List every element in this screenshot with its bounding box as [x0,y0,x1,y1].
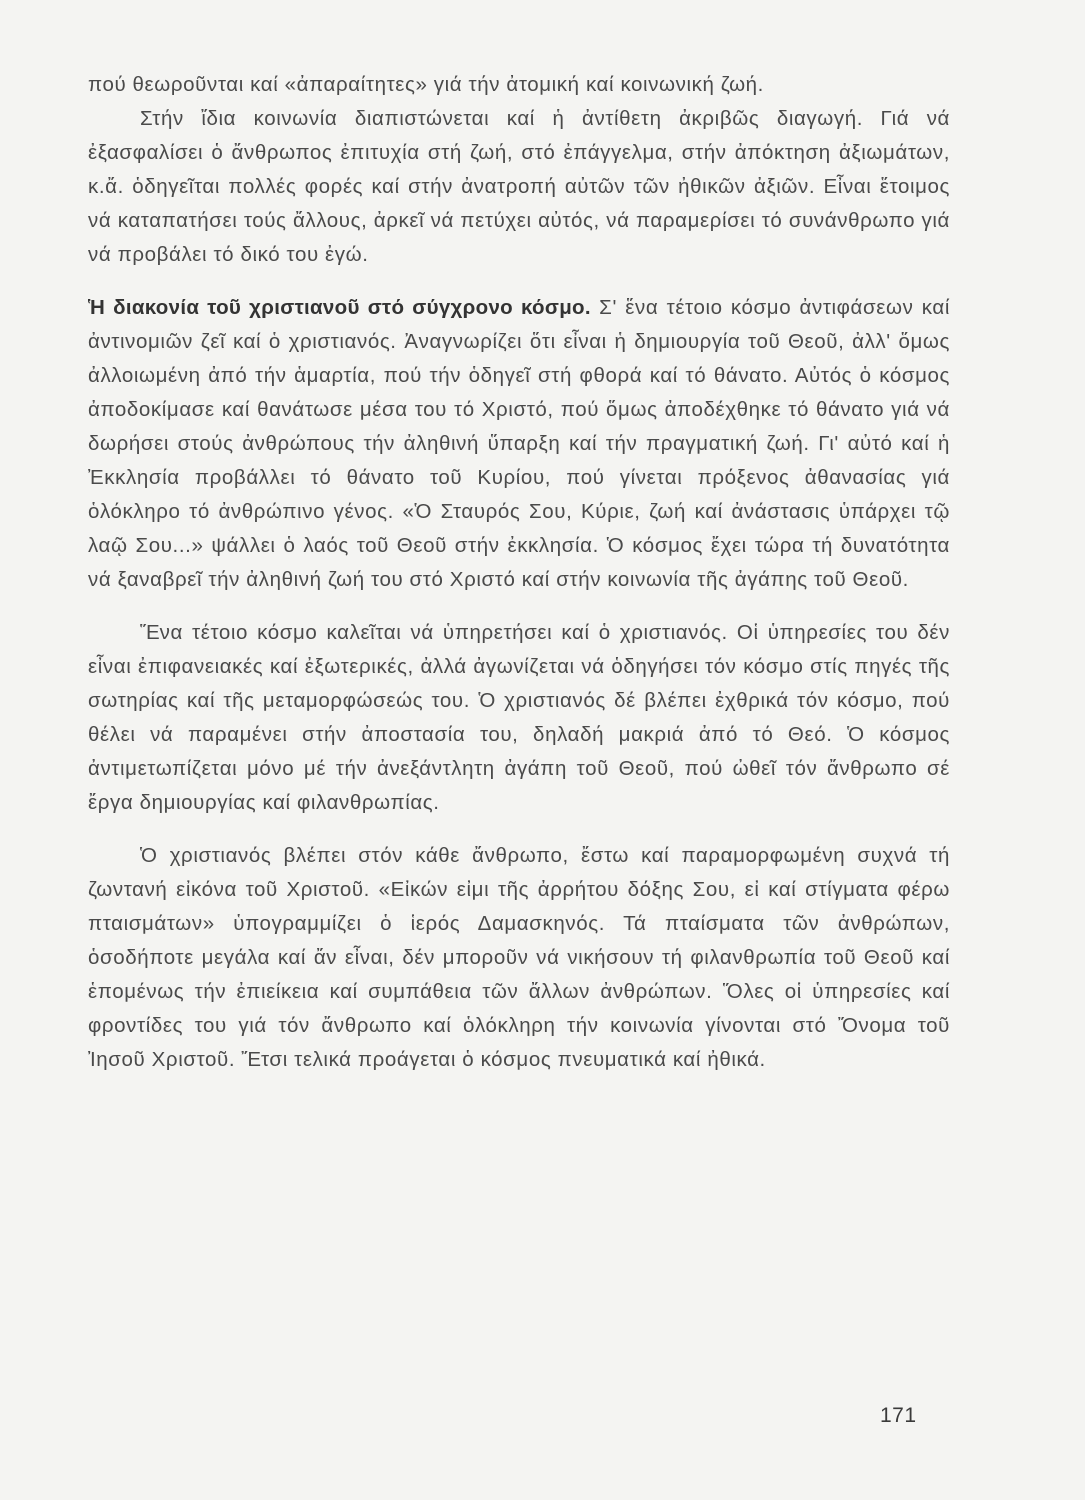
section-paragraph [88,291,950,597]
page-number: 171 [880,1404,917,1427]
paragraph-opposite-conduct: Στήν ἴδια κοινωνία διαπιστώνεται καί ἡ ἀντίθετη ἀκριβῶς διαγωγή. Γιά νά ἐξασφαλίσει ὁ ἄνθρωπος ἐπιτυχία στή ζωή, στό ἐπάγγελμα, στήν ἀπόκτηση ἀξιωμάτων, κ.ἄ. ὁδηγεῖται πολλές φορές καί στήν ἀνατροπή αὐτῶν τῶν ἠθικῶν ἀξιῶν. Εἶναι ἕτοιμος νά καταπατήσει τούς ἄλλους, ἀρκεῖ νά πετύχει αὐτός, νά παραμερίσει τό συνάνθρωπο γιά νά προβάλει τό δικό του ἐγώ. [88,107,950,266]
section-lead-text: Σ' ἕνα τέτοιο κόσμο ἀντιφάσεων καί ἀντινομιῶν ζεῖ καί ὁ χριστιανός. Ἀναγνωρίζει ὅτι εἶναι ἡ δημιουργία τοῦ Θεοῦ, ἀλλ' ὅμως ἀλλοιωμένη ἀπό τήν ἁμαρτία, πού τήν ὁδηγεῖ στή φθορά καί τό θάνατο. Αὐτός ὁ κόσμος ἀποδοκίμασε καί θανάτωσε μέσα του τό Χριστό, πού ὅμως ἀποδέχθηκε τό θάνατο γιά νά δωρήσει στούς ἀνθρώπους τήν ἀληθινή ὕπαρξη καί τήν πραγματική ζωή. Γι' αὐτό καί ἡ Ἐκκλησία προβάλλει τό θάνατο τοῦ Κυρίου, πού γίνεται πρόξενος ἀθανασίας γιά ὁλόκληρο τό ἀνθρώπινο γένος. «Ὁ Σταυρός Σου, Κύριε, ζωή καί ἀνάστασις ὑπάρχει τῷ λαῷ Σου...» ψάλλει ὁ λαός τοῦ Θεοῦ στήν ἐκκλησία. Ὁ κόσμος ἔχει τώρα τή δυνατότητα νά ξαναβρεῖ τήν ἀληθινή ζωή του στό Χριστό καί στήν κοινωνία τῆς ἀγάπης τοῦ Θεοῦ. [88,296,950,591]
body-text [88,68,950,1077]
paragraph-image-of-christ: Ὁ χριστιανός βλέπει στόν κάθε ἄνθρωπο, ἔστω καί παραμορφωμένη συχνά τή ζωντανή εἰκόνα τοῦ Χριστοῦ. «Εἰκών εἰμι τῆς ἀρρήτου δόξης Σου, εἰ καί στίγματα φέρω πταισμάτων» ὑπογραμμίζει ὁ ἱερός Δαμασκηνός. Τά πταίσματα τῶν ἀνθρώπων, ὁσοδήποτε μεγάλα καί ἄν εἶναι, δέν μποροῦν νά νικήσουν τή φιλανθρωπία τοῦ Θεοῦ καί ἑπομένως τήν ἐπιείκεια καί συμπάθεια τῶν ἄλλων ἀνθρώπων. Ὅλες οἱ ὑπηρεσίες καί φροντίδες του γιά τόν ἄνθρωπο καί ὁλόκληρη τήν κοινωνία γίνονται στό Ὄνομα τοῦ Ἰησοῦ Χριστοῦ. Ἔτσι τελικά προάγεται ὁ κόσμος πνευματικά καί ἠθικά. [88,844,950,1071]
paragraph-service: Ἕνα τέτοιο κόσμο καλεῖται νά ὑπηρετήσει καί ὁ χριστιανός. Οἱ ὑπηρεσίες του δέν εἶναι ἐπιφανειακές καί ἐξωτερικές, ἀλλά ἀγωνίζεται νά ὁδηγήσει τόν κόσμο στίς πηγές τῆς σωτηρίας καί τῆς μεταμορφώσεώς του. Ὁ χριστιανός δέ βλέπει ἐχθρικά τόν κόσμο, πού θέλει νά παραμένει στήν ἀποστασία του, δηλαδή μακριά ἀπό τό Θεό. Ὁ κόσμος ἀντιμετωπίζεται μόνο μέ τήν ἀνεξάντλητη ἀγάπη τοῦ Θεοῦ, πού ὠθεῖ τόν ἄνθρωπο σέ ἔργα δημιουργίας καί φιλανθρωπίας. [88,621,950,814]
paragraph-continued: πού θεωροῦνται καί «ἀπαραίτητες» γιά τήν ἀτομική καί κοινωνική ζωή. [88,73,764,96]
section-heading: Ἡ διακονία τοῦ χριστιανοῦ στό σύγχρονο κόσμο. [88,296,591,319]
